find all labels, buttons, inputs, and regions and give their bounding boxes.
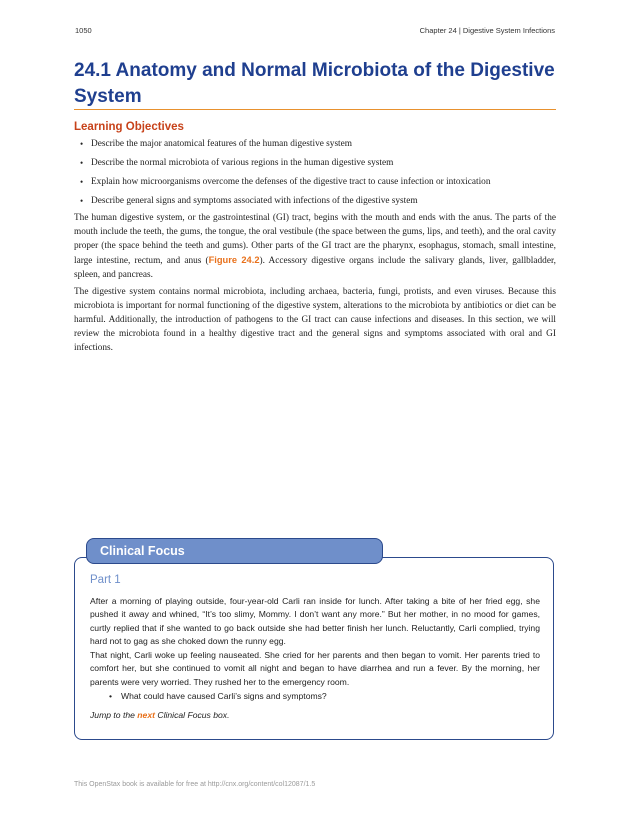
objective-text: Explain how microorganisms overcome the defenses of the digestive tract to cause infection or intoxication: [91, 177, 491, 187]
clinical-focus-questions: [90, 690, 540, 703]
objective-item: [74, 156, 556, 175]
page-number: 1050: [75, 26, 92, 35]
objective-text: Describe general signs and symptoms associated with infections of the digestive system: [91, 196, 418, 206]
figure-link[interactable]: Figure 24.2: [208, 255, 260, 265]
running-header: Chapter 24 | Digestive System Infections: [419, 26, 555, 35]
objective-text: Describe the normal microbiota of various regions in the human digestive system: [91, 158, 394, 168]
clinical-focus-part: Part 1: [90, 574, 121, 586]
bullet-icon: •: [80, 196, 84, 206]
bullet-icon: •: [109, 691, 113, 701]
page-footer: This OpenStax book is available for free at http://cnx.org/content/col12087/1.5: [74, 781, 316, 788]
question-text: What could have caused Carli’s signs and symptoms?: [121, 691, 327, 701]
objective-item: [74, 175, 556, 194]
clinical-focus-tab: [86, 538, 383, 564]
objective-text: Describe the major anatomical features of the human digestive system: [91, 139, 352, 149]
bullet-icon: •: [80, 177, 84, 187]
objective-item: [74, 137, 556, 156]
next-clinical-focus-link[interactable]: next: [137, 710, 155, 720]
clinical-focus-paragraph-2: That night, Carli woke up feeling nauseated. She cried for her parents and then began to vomit. Her parents tried to comfort her, but she continued to vomit all night and began to have diarrhea and run a fever. By the morning, her parents were very worried. They rushed her to the emergency room.: [90, 650, 540, 687]
body-text-segment: ). Accessory digestive organs include the salivary glands, liver, gallbladder, spleen, and pancreas.: [74, 256, 556, 280]
jump-text: Jump to the: [90, 710, 138, 720]
question-item: [90, 690, 540, 703]
clinical-focus-jump: [90, 709, 229, 722]
learning-objectives-heading: Learning Objectives: [74, 121, 184, 133]
clinical-focus-title: Clinical Focus: [100, 544, 185, 558]
learning-objectives-list: [74, 137, 556, 213]
bullet-icon: •: [80, 158, 84, 168]
body-paragraph-1: [74, 211, 556, 282]
jump-text: Clinical Focus box.: [154, 710, 230, 720]
bullet-icon: •: [80, 139, 84, 149]
body-text-segment: The human digestive system, or the gastrointestinal (GI) tract, begins with the mouth and ends with the anus. The parts of the mouth include the teeth, the gums, the tongue, the oral vestibule (the space between the gums, lips, and teeth), and the oral cavity proper (the space behind the teeth and gums). Other parts of the GI tract are the pharynx, esophagus, stomach, small intestine, large intestine, rectum, and anus (: [74, 213, 556, 266]
body-paragraph-2: The digestive system contains normal microbiota, including archaea, bacteria, fungi, protists, and even viruses. Because this microbiota is important for normal functioning of the digestive system, alterations to the microbiota by antibiotics or diet can be harmful. Additionally, the introduction of pathogens to the GI tract can cause infections and diseases. In this section, we will review the microbiota found in a healthy digestive tract and the general signs and symptoms associated with oral and GI infections.: [74, 287, 556, 353]
clinical-focus-paragraph-1: After a morning of playing outside, four-year-old Carli ran inside for lunch. After taking a bite of her fried egg, she pushed it away and whined, “It’s too slimy, Mommy. I don’t want any more.” But her mother, in no mood for games, curtly replied that if she wanted to go back outside she had better finish her lunch. Reluctantly, Carli complied, trying hard not to gag as she choked down the runny egg.: [90, 596, 540, 646]
section-title: 24.1 Anatomy and Normal Microbiota of the Digestive System: [74, 60, 555, 107]
title-divider: [74, 109, 556, 110]
